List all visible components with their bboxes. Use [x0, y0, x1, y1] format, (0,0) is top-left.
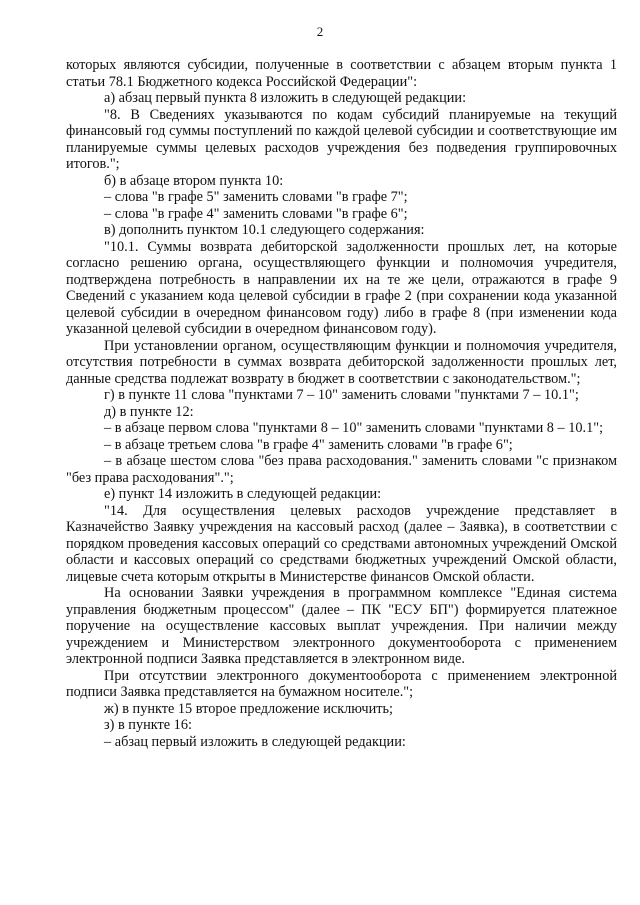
paragraph-dash-5: – в абзаце шестом слова "без права расходования." заменить словами "с признаком "без права расходования".";	[66, 453, 617, 486]
paragraph-item-v: в) дополнить пунктом 10.1 следующего содержания:	[104, 222, 425, 238]
paragraph-quote-10-1: "10.1. Суммы возврата дебиторской задолженности прошлых лет, на которые согласно решению органа, осуществляющего функции и полномочия учредителя, подтверждена потребность в направлении их на те же цели, отражаются в графе 9 Сведений с указанием кода целевой субсидии в графе 2 (при сохранении кода указанной целевой субсидии в очередном финансовом году) либо в графе 8 (при изменении кода указанной целевой субсидии в очередном финансовом году).	[66, 238, 617, 337]
paragraph-item-z: з) в пункте 16:	[104, 717, 192, 733]
paragraph-item-e: е) пункт 14 изложить в следующей редакции:	[104, 486, 382, 502]
paragraph-dash-6: – абзац первый изложить в следующей редакции:	[104, 733, 406, 750]
paragraph-continuation: которых являются субсидии, полученные в соответствии с абзацем вторым пункта 1 статьи 78.1 Бюджетного кодекса Российской Федерации":	[66, 57, 617, 90]
paragraph-item-zh: ж) в пункте 15 второе предложение исключить;	[104, 700, 393, 717]
paragraph-quote-14: "14. Для осуществления целевых расходов учреждение представляет в Казначейство Заявку учреждения на кассовый расход (далее – Заявка), в соответствии с порядком проведения кассовых операций со средствами автономных учреждений Омской области и кассовых операций со средствами бюджетных учреждений Омской области, лицевые счета которым открыты в Министерстве финансов Омской области.	[66, 502, 617, 585]
paragraph-item-g: г) в пункте 11 слова "пунктами 7 – 10" заменить словами "пунктами 7 – 10.1";	[104, 387, 579, 403]
paragraph-established: При установлении органом, осуществляющим функции и полномочия учредителя, отсутствия потребности в суммах возврата дебиторской задолженности прошлых лет, данные средства подлежат возврату в бюджет в соответствии с законодательством.";	[66, 337, 617, 387]
paragraph-item-b: б) в абзаце втором пункта 10:	[104, 172, 284, 189]
paragraph-dash-2: – слова "в графе 4" заменить словами "в графе 6";	[104, 205, 408, 222]
paragraph-item-a: а) абзац первый пункта 8 изложить в следующей редакции:	[104, 90, 467, 106]
page-number: 2	[316, 24, 324, 39]
paragraph-dash-4: – в абзаце третьем слова "в графе 4" заменить словами "в графе 6";	[104, 436, 513, 453]
document-body	[66, 57, 617, 750]
paragraph-basis: На основании Заявки учреждения в программном комплексе "Единая система управления бюджетным процессом" (далее – ПК "ЕСУ БП") формируется платежное поручение на осуществление кассовых выплат учреждения. При наличии между учреждением и Министерством электронного документооборота с применением электронной подписи Заявка представляется в электронном виде.	[66, 585, 617, 667]
paragraph-quote-8: "8. В Сведениях указываются по кодам субсидий планируемые на текущий финансовый год суммы поступлений по каждой целевой субсидии и соответствующие им планируемые суммы целевых расходов учреждения без подведения группировочных итогов.";	[66, 106, 617, 172]
paragraph-dash-1: – слова "в графе 5" заменить словами "в графе 7";	[104, 189, 408, 205]
paragraph-absence: При отсутствии электронного документооборота с применением электронной подписи Заявка представляется на бумажном носителе.";	[66, 667, 617, 700]
paragraph-item-d: д) в пункте 12:	[104, 403, 194, 420]
paragraph-dash-3: – в абзаце первом слова "пунктами 8 – 10" заменить словами "пунктами 8 – 10.1";	[104, 420, 604, 436]
